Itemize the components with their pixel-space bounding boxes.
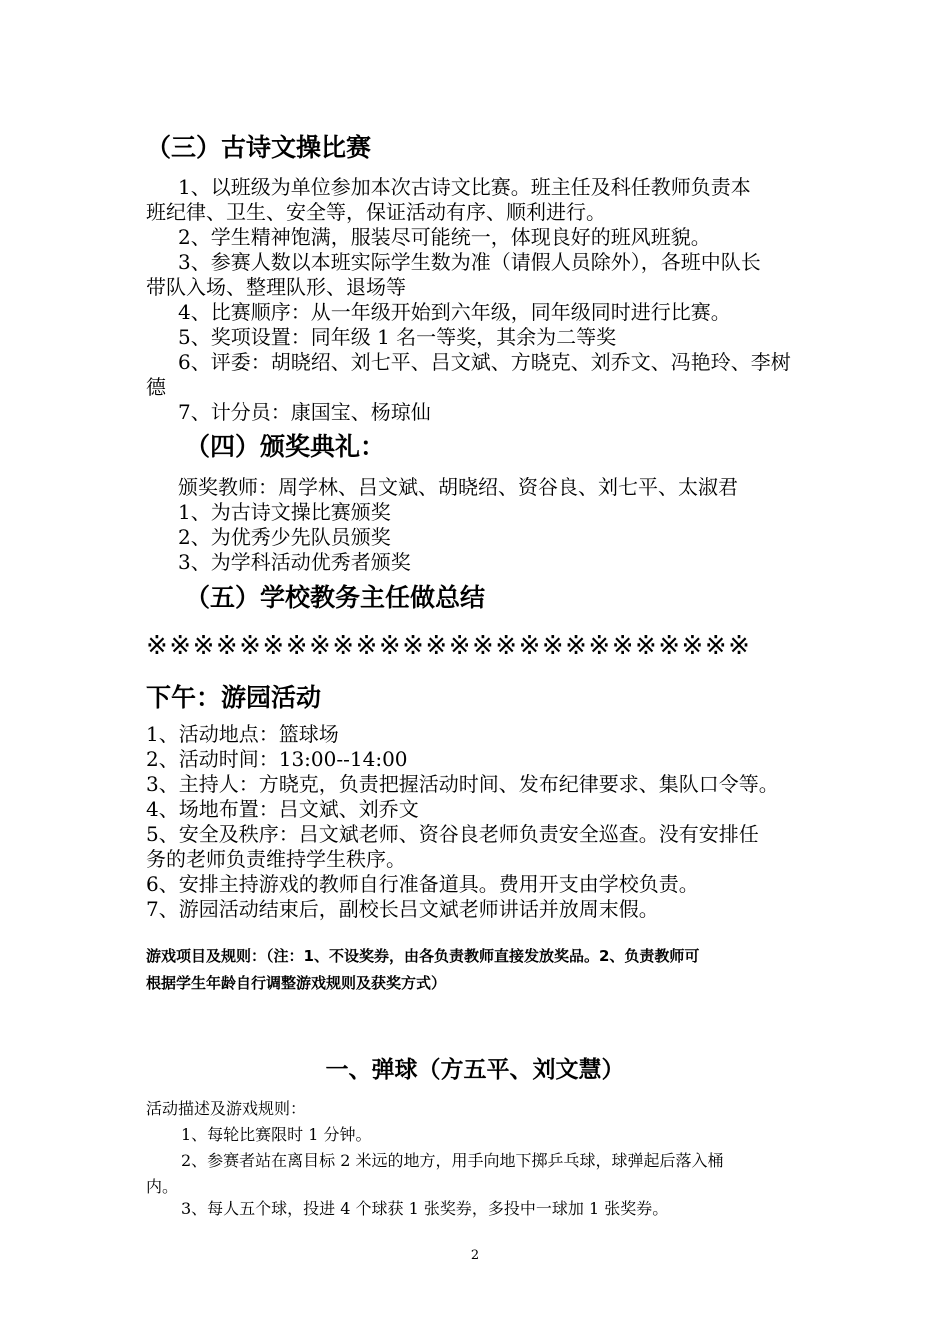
section4-item-3: 3、为学科活动优秀者颁奖 xyxy=(178,550,411,574)
section3-item-2: 2、学生精神饱满，服装尽可能统一，体现良好的班风班貌。 xyxy=(178,225,711,249)
game1-rule-3: 3、每人五个球，投进 4 个球获 1 张奖券，多投中一球加 1 张奖券。 xyxy=(181,1199,669,1218)
section4-item-1: 1、为古诗文操比赛颁奖 xyxy=(178,500,391,524)
afternoon-item-1: 1、活动地点：篮球场 xyxy=(146,722,339,746)
section3-item-4: 4、比赛顺序：从一年级开始到六年级，同年级同时进行比赛。 xyxy=(178,300,731,324)
game1-desc-label: 活动描述及游戏规则： xyxy=(146,1099,307,1118)
section3-item-3: 3、参赛人数以本班实际学生数为准（请假人员除外），各班中队长 xyxy=(178,250,761,274)
section3-item-7: 7、计分员：康国宝、杨琼仙 xyxy=(178,400,431,424)
section3-item-6: 6、评委：胡晓绍、刘七平、吕文斌、方晓克、刘乔文、冯艳玲、李树 xyxy=(178,350,791,374)
game1-rule-2-cont: 内。 xyxy=(146,1177,179,1196)
game1-rule-2: 2、参赛者站在离目标 2 米远的地方，用手向地下掷乒乓球，球弹起后落入桶 xyxy=(181,1151,724,1170)
game1-rule-1: 1、每轮比赛限时 1 分钟。 xyxy=(181,1125,372,1144)
afternoon-item-7: 7、游园活动结束后，副校长吕文斌老师讲话并放周末假。 xyxy=(146,897,659,921)
decorative-divider: ※※※※※※※※※※※※※※※※※※※※※※※※※※ xyxy=(146,631,752,661)
afternoon-item-3: 3、主持人：方晓克，负责把握活动时间、发布纪律要求、集队口令等。 xyxy=(146,772,779,796)
section5-heading: （五）学校教务主任做总结 xyxy=(185,583,486,612)
afternoon-heading: 下午：游园活动 xyxy=(146,683,322,712)
section3-heading-text: （三）古诗文操比赛 xyxy=(146,133,372,162)
section4-item-2: 2、为优秀少先队员颁奖 xyxy=(178,525,391,549)
afternoon-item-6: 6、安排主持游戏的教师自行准备道具。费用开支由学校负责。 xyxy=(146,872,699,896)
afternoon-item-5: 5、安全及秩序：吕文斌老师、资谷良老师负责安全巡查。没有安排任 xyxy=(146,822,759,846)
game1-title: 一、弹球（方五平、刘文慧） xyxy=(325,1057,625,1083)
rules-note-line2: 根据学生年龄自行调整游戏规则及获奖方式） xyxy=(146,974,447,992)
section4-heading: （四）颁奖典礼： xyxy=(185,432,386,461)
section3-item-5: 5、奖项设置：同年级 1 名一等奖，其余为二等奖 xyxy=(178,325,617,349)
afternoon-item-5-cont: 务的老师负责维持学生秩序。 xyxy=(146,847,406,871)
section3-item-1: 1、以班级为单位参加本次古诗文比赛。班主任及科任教师负责本 xyxy=(178,175,751,199)
page-number: 2 xyxy=(470,1248,480,1263)
section3-heading xyxy=(0,133,950,163)
section4-presenters: 颁奖教师：周学林、吕文斌、胡晓绍、资谷良、刘七平、太淑君 xyxy=(178,475,738,499)
section3-item-1-cont: 班纪律、卫生、安全等，保证活动有序、顺利进行。 xyxy=(146,200,606,224)
rules-note-line1: 游戏项目及规则：（注：1、不设奖券，由各负责教师直接发放奖品。2、负责教师可 xyxy=(146,947,700,965)
afternoon-item-4: 4、场地布置：吕文斌、刘乔文 xyxy=(146,797,419,821)
section3-item-6-cont: 德 xyxy=(146,375,166,399)
section3-item-3-cont: 带队入场、整理队形、退场等 xyxy=(146,275,406,299)
afternoon-item-2: 2、活动时间：13:00--14:00 xyxy=(146,747,408,771)
